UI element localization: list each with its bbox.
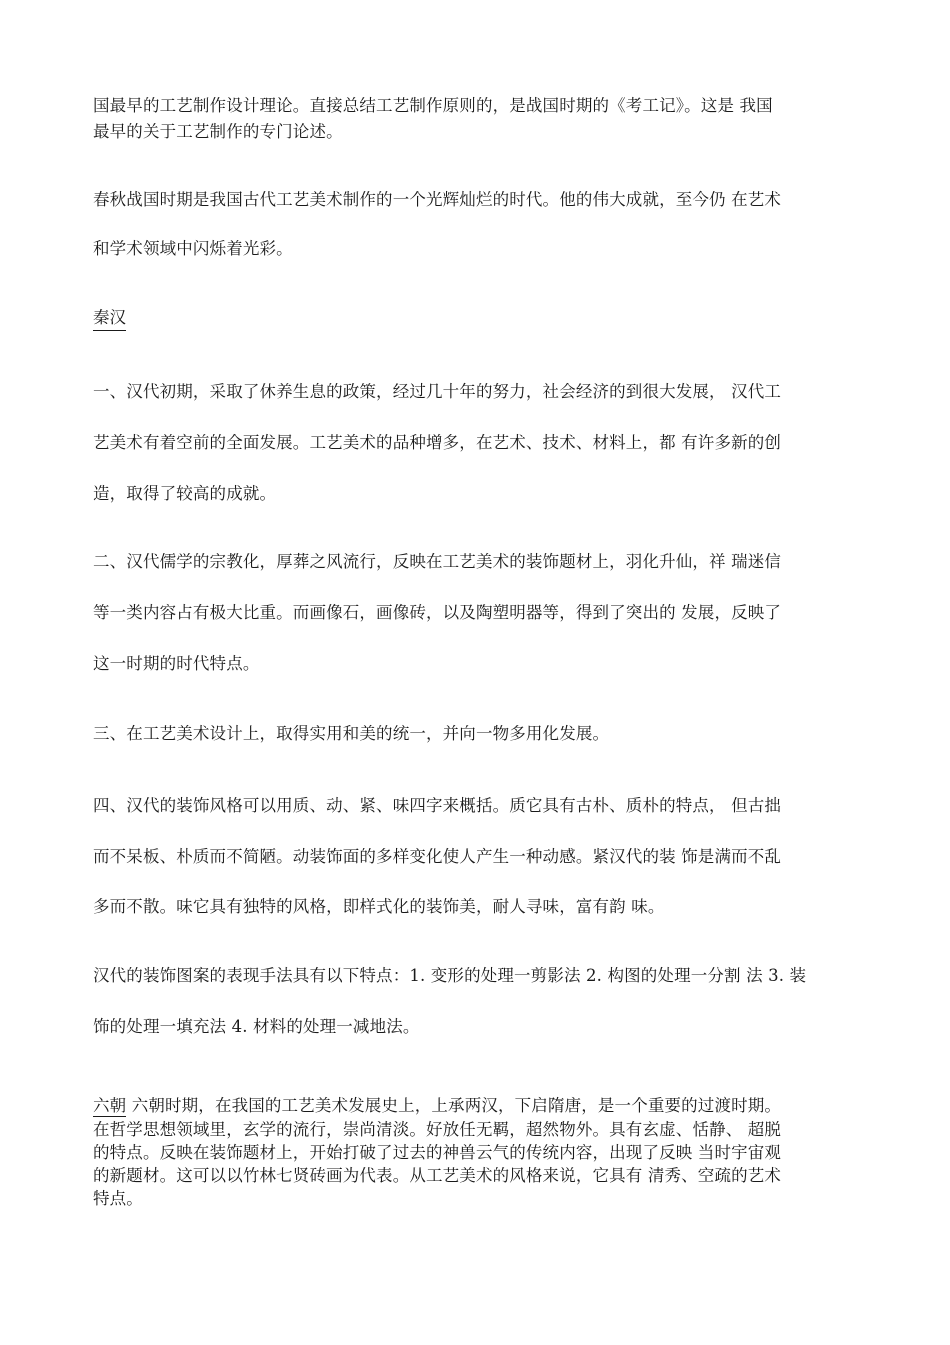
qinhan-p4-line-1: 四、汉代的装饰风格可以用质、动、紧、味四字来概括。质它具有古朴、质朴的特点， 但古拙 [93, 796, 782, 815]
qinhan-p1-line-3: 造，取得了较高的成就。 [93, 484, 277, 503]
liuchao-line-1 [93, 1092, 781, 1116]
qinhan-p2-line-3: 这一时期的时代特点。 [93, 654, 260, 673]
qinhan-p1-line-2: 艺美术有着空前的全面发展。工艺美术的品种增多，在艺术、技术、材料上，都 有许多新的创 [93, 433, 782, 452]
qinhan-p2-line-2: 等一类内容占有极大比重。而画像石，画像砖，以及陶塑明器等，得到了突出的 发展，反映了 [93, 603, 782, 622]
qinhan-p3-line-1: 三、在工艺美术设计上，取得实用和美的统一，并向一物多用化发展。 [93, 724, 610, 743]
liuchao-line-2: 在哲学思想领域里，玄学的流行，崇尚清淡。好放任无羁，超然物外。具有玄虚、恬静、 超脱 [93, 1120, 782, 1139]
qinhan-p5-line-2: 饰的处理一填充法 4. 材料的处理一减地法。 [93, 1017, 420, 1036]
liuchao-line-4: 的新题材。这可以以竹林七贤砖画为代表。从工艺美术的风格来说，它具有 清秀、空疏的艺术 [93, 1166, 782, 1185]
spring-autumn-line-1: 春秋战国时期是我国古代工艺美术制作的一个光辉灿烂的时代。他的伟大成就，至今仍 在艺术 [93, 190, 782, 209]
qinhan-p4-line-3: 多而不散。味它具有独特的风格，即样式化的装饰美，耐人寻味，富有韵 味。 [93, 897, 665, 916]
spring-autumn-line-2: 和学术领域中闪烁着光彩。 [93, 239, 293, 258]
section-heading-liuchao: 六朝 [93, 1096, 127, 1115]
qinhan-p1-line-1: 一、汉代初期，采取了休养生息的政策，经过几十年的努力，社会经济的到很大发展， 汉代工 [93, 382, 782, 401]
intro-line-1: 国最早的工艺制作设计理论。直接总结工艺制作原则的，是战国时期的《考工记》。这是 我国 [93, 96, 773, 115]
section-heading-qinhan: 秦汉 [93, 304, 126, 331]
qinhan-p2-line-1: 二、汉代儒学的宗教化，厚葬之风流行，反映在工艺美术的装饰题材上，羽化升仙，祥 瑞迷信 [93, 552, 782, 571]
liuchao-line-3: 的特点。反映在装饰题材上，开始打破了过去的神兽云气的传统内容，出现了反映 当时宇宙观 [93, 1143, 782, 1162]
intro-line-2: 最早的关于工艺制作的专门论述。 [93, 122, 343, 141]
liuchao-line-5: 特点。 [93, 1189, 143, 1208]
qinhan-p4-line-2: 而不呆板、朴质而不简陋。动装饰面的多样变化使人产生一种动感。紧汉代的装 饰是满而不乱 [93, 847, 782, 866]
liuchao-line-1-text: 六朝时期，在我国的工艺美术发展史上，上承两汉，下启隋唐，是一个重要的过渡时期。 [126, 1096, 782, 1115]
qinhan-p5-line-1: 汉代的装饰图案的表现手法具有以下特点：1. 变形的处理一剪影法 2. 构图的处理一分割 法 3. 装 [93, 966, 807, 985]
